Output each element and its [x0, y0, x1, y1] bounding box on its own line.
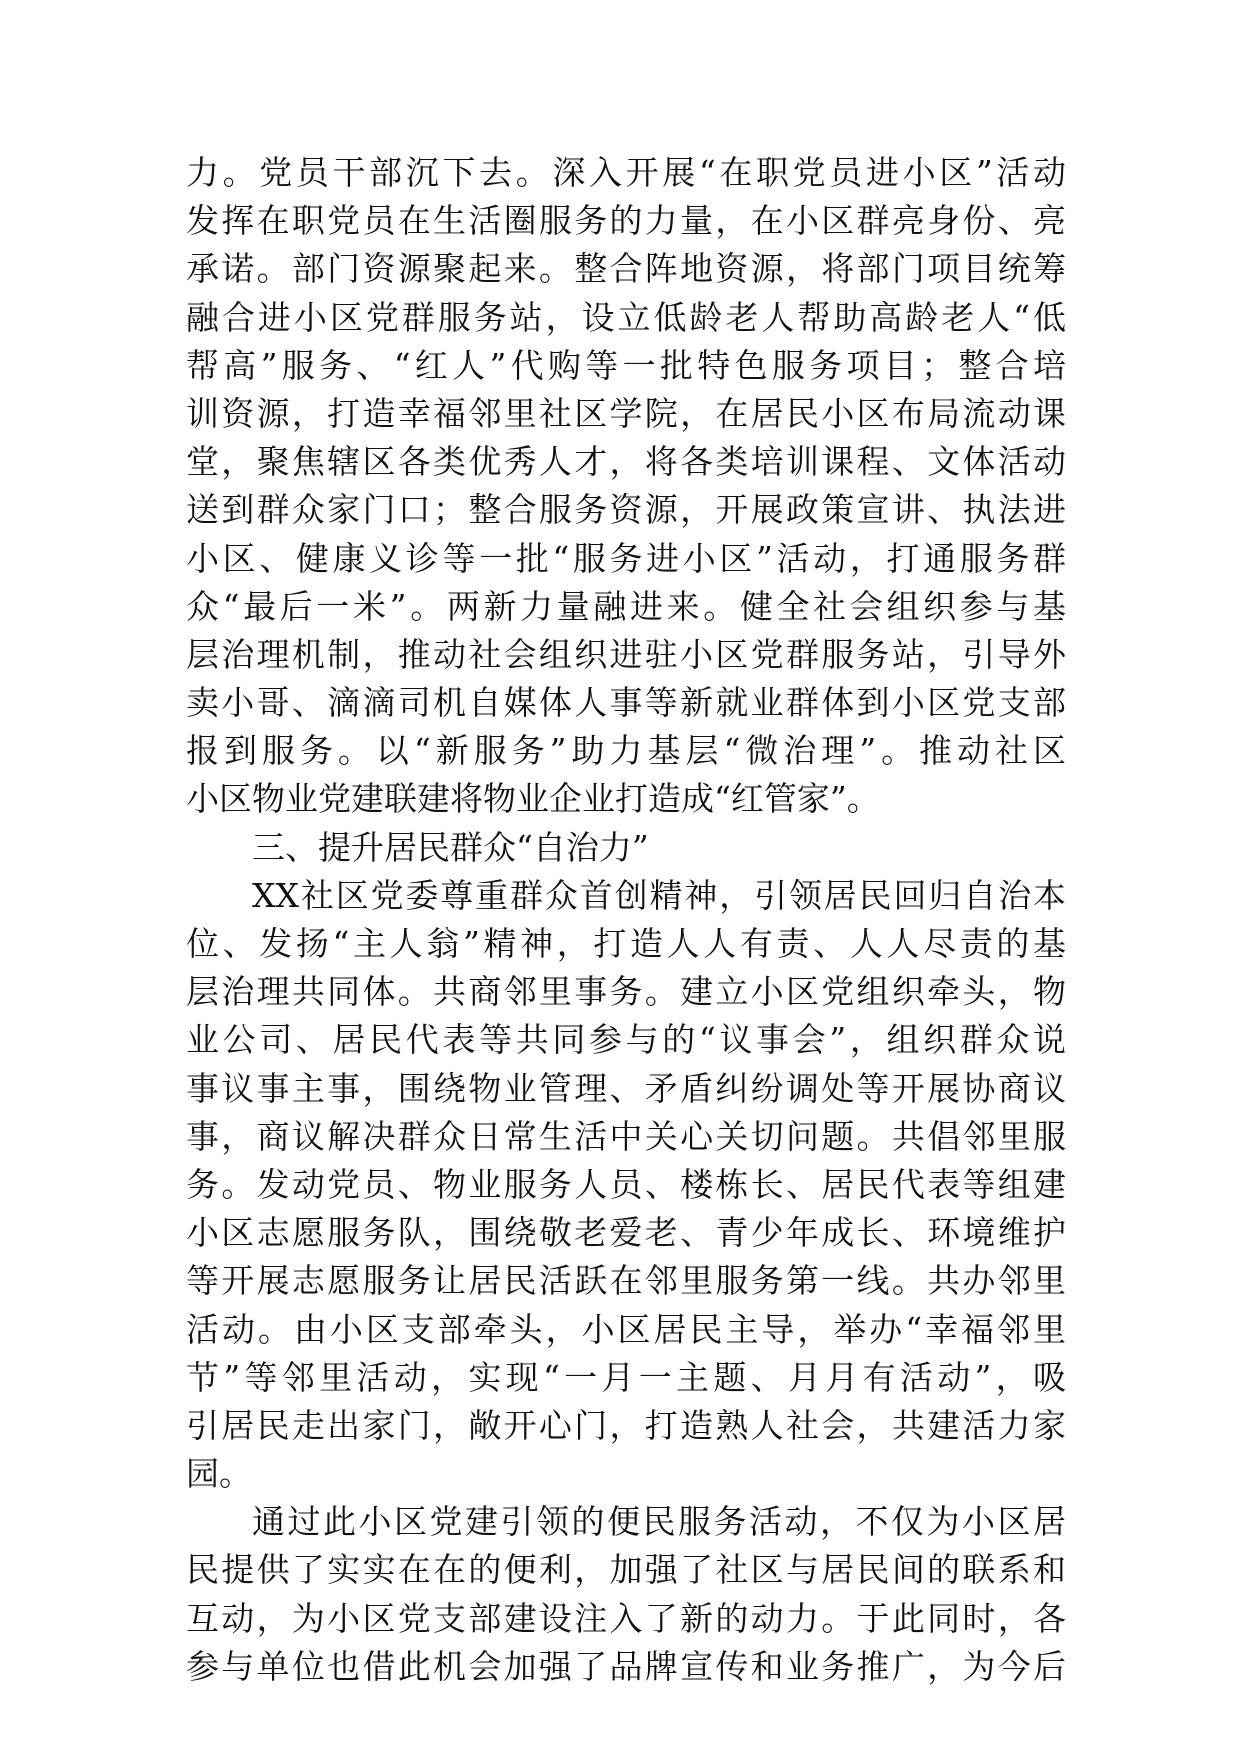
text-line: 送到群众家门口；整合服务资源，开展政策宣讲、执法进	[186, 490, 1066, 530]
text-line: 民提供了实实在在的便利，加强了社区与居民间的联系和	[186, 1550, 1066, 1590]
text-line: 三、提升居民群众“自治力”	[252, 827, 649, 867]
text-line: 事议事主事，围绕物业管理、矛盾纠纷调处等开展协商议	[186, 1068, 1066, 1108]
text-line: 节”等邻里活动，实现“一月一主题、月月有活动”，吸	[186, 1357, 1066, 1397]
document-body	[186, 149, 1066, 1691]
text-line: 层治理机制，推动社会组织进驻小区党群服务站，引导外	[186, 634, 1066, 674]
text-line: 务。发动党员、物业服务人员、楼栋长、居民代表等组建	[186, 1164, 1066, 1204]
text-line: 堂，聚焦辖区各类优秀人才，将各类培训课程、文体活动	[186, 442, 1066, 482]
text-line: 小区、健康义诊等一批“服务进小区”活动，打通服务群	[186, 538, 1066, 578]
text-line: 互动，为小区党支部建设注入了新的动力。于此同时，各	[186, 1598, 1066, 1638]
text-line: 众“最后一米”。两新力量融进来。健全社会组织参与基	[186, 586, 1066, 626]
text-line: 发挥在职党员在生活圈服务的力量，在小区群亮身份、亮	[186, 201, 1066, 241]
text-line: 层治理共同体。共商邻里事务。建立小区党组织牵头，物	[186, 972, 1066, 1012]
text-line: 报到服务。以“新服务”助力基层“微治理”。推动社区	[186, 731, 1066, 771]
text-line: 小区物业党建联建将物业企业打造成“红管家”。	[186, 779, 880, 819]
text-line: 活动。由小区支部牵头，小区居民主导，举办“幸福邻里	[186, 1309, 1066, 1349]
text-line: 融合进小区党群服务站，设立低龄老人帮助高龄老人“低	[186, 297, 1066, 337]
text-line: 等开展志愿服务让居民活跃在邻里服务第一线。共办邻里	[186, 1261, 1066, 1301]
text-line: 园。	[186, 1454, 252, 1494]
text-line: 业公司、居民代表等共同参与的“议事会”，组织群众说	[186, 1020, 1066, 1060]
text-line: 事，商议解决群众日常生活中关心关切问题。共倡邻里服	[186, 1116, 1066, 1156]
text-line: 卖小哥、滴滴司机自媒体人事等新就业群体到小区党支部	[186, 683, 1066, 723]
text-line: 小区志愿服务队，围绕敬老爱老、青少年成长、环境维护	[186, 1213, 1066, 1253]
text-line: 训资源，打造幸福邻里社区学院，在居民小区布局流动课	[186, 393, 1066, 433]
text-line: 参与单位也借此机会加强了品牌宣传和业务推广，为今后	[186, 1646, 1066, 1686]
text-line: 帮高”服务、“红人”代购等一批特色服务项目；整合培	[186, 345, 1066, 385]
text-line: 力。党员干部沉下去。深入开展“在职党员进小区”活动	[186, 153, 1066, 192]
text-line: 位、发扬“主人翁”精神，打造人人有责、人人尽责的基	[186, 924, 1066, 963]
text-line: XX社区党委尊重群众首创精神，引领居民回归自治本	[252, 875, 1066, 915]
text-line: 引居民走出家门，敞开心门，打造熟人社会，共建活力家	[186, 1405, 1066, 1445]
text-line: 承诺。部门资源聚起来。整合阵地资源，将部门项目统筹	[186, 249, 1066, 289]
text-line: 通过此小区党建引领的便民服务活动，不仅为小区居	[252, 1502, 1066, 1542]
